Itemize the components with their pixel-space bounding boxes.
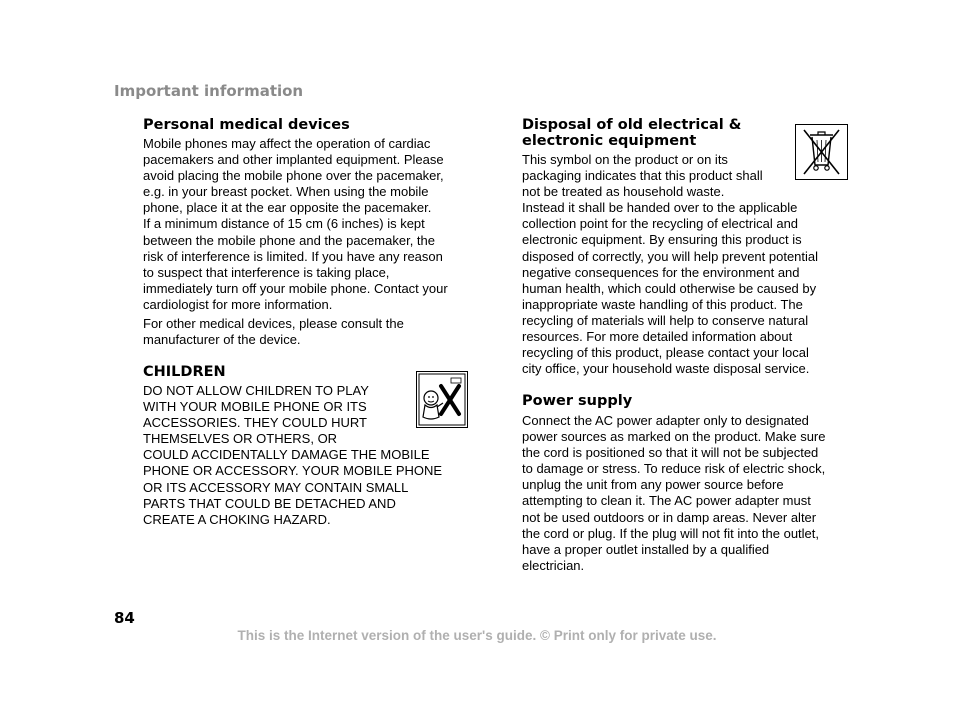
text-line: risk of interference is limited. If you have any reason: [143, 248, 443, 264]
text-line: collection point for the recycling of electrical and: [522, 216, 799, 232]
medical-devices-heading: Personal medical devices: [143, 117, 350, 133]
power-supply-paragraph: [522, 413, 825, 574]
text-line: pacemakers and other implanted equipment. Please: [143, 152, 444, 168]
text-line: have a proper outlet installed by a qualified: [522, 541, 770, 557]
text-line: to suspect that interference is taking place,: [143, 264, 390, 280]
text-line: WITH YOUR MOBILE PHONE OR ITS: [143, 399, 367, 415]
text-line: Connect the AC power adapter only to designated: [522, 413, 809, 428]
text-line: Mobile phones may affect the operation of cardiac: [143, 136, 431, 151]
text-line: recycling of materials will help to conserve natural: [522, 312, 809, 328]
disposal-heading: [522, 117, 741, 149]
power-supply-heading: Power supply: [522, 393, 633, 409]
heading-line: electronic equipment: [522, 133, 697, 149]
medical-devices-paragraph-2: [143, 316, 404, 348]
text-line: For other medical devices, please consult the: [143, 316, 404, 331]
crossed-out-bin-icon: [795, 124, 848, 180]
text-line: cardiologist for more information.: [143, 296, 333, 312]
text-line: manufacturer of the device.: [143, 332, 301, 348]
text-line: inappropriate waste handling of this product. The: [522, 296, 803, 312]
text-line: between the mobile phone and the pacemaker, the: [143, 232, 435, 248]
text-line: recycling of this product, please contact your local: [522, 345, 809, 361]
text-line: PHONE OR ACCESSORY. YOUR MOBILE PHONE: [143, 463, 443, 479]
section-header: Important information: [114, 82, 304, 100]
text-line: packaging indicates that this product shall: [522, 168, 763, 184]
text-line: disposed of correctly, you will help prevent potential: [522, 248, 819, 264]
text-line: Instead it shall be handed over to the applicable: [522, 200, 798, 216]
children-heading: CHILDREN: [143, 364, 226, 380]
text-line: electronic equipment. By ensuring this product is: [522, 232, 802, 248]
text-line: human health, which could otherwise be caused by: [522, 280, 817, 296]
medical-devices-paragraph: [143, 136, 448, 313]
heading-line: Disposal of old electrical &: [522, 117, 742, 133]
disposal-paragraph: [522, 152, 818, 377]
text-line: e.g. in your breast pocket. When using the mobile: [143, 184, 429, 200]
text-line: avoid placing the mobile phone over the pacemaker,: [143, 168, 444, 184]
text-line: COULD ACCIDENTALLY DAMAGE THE MOBILE: [143, 447, 430, 463]
text-line: city office, your household waste disposal service.: [522, 361, 810, 377]
text-line: negative consequences for the environment and: [522, 264, 800, 280]
text-line: If a minimum distance of 15 cm (6 inches) is kept: [143, 216, 425, 232]
text-line: attempting to clean it. The AC power adapter must: [522, 493, 811, 509]
footer-notice: This is the Internet version of the user's guide. © Print only for private use.: [237, 628, 717, 643]
text-line: THEMSELVES OR OTHERS, OR: [143, 431, 338, 447]
page-number: 84: [114, 609, 135, 627]
no-children-icon: [416, 371, 468, 428]
text-line: unplug the unit from any power source before: [522, 477, 784, 493]
text-line: electrician.: [522, 557, 585, 573]
text-line: the cord or plug. If the plug will not fit into the outlet,: [522, 525, 820, 541]
no-children-icon-graphic: [417, 372, 467, 427]
text-line: This symbol on the product or on its: [522, 152, 728, 167]
text-line: immediately turn off your mobile phone. Contact your: [143, 280, 448, 296]
text-line: the cord is positioned so that it will not be subjected: [522, 445, 819, 461]
text-line: not be treated as household waste.: [522, 184, 725, 200]
text-line: not be used outdoors or in damp areas. Never alter: [522, 509, 817, 525]
text-line: PARTS THAT COULD BE DETACHED AND: [143, 495, 396, 511]
text-line: CREATE A CHOKING HAZARD.: [143, 511, 331, 527]
text-line: OR ITS ACCESSORY MAY CONTAIN SMALL: [143, 479, 409, 495]
text-line: resources. For more detailed information about: [522, 329, 793, 345]
text-line: ACCESSORIES. THEY COULD HURT: [143, 415, 367, 431]
children-paragraph: [143, 383, 442, 528]
text-line: DO NOT ALLOW CHILDREN TO PLAY: [143, 383, 369, 398]
text-line: phone, place it at the ear opposite the pacemaker.: [143, 200, 432, 216]
text-line: to damage or stress. To reduce risk of electric shock,: [522, 461, 826, 477]
crossed-out-bin-icon-graphic: [796, 125, 847, 179]
text-line: power sources as marked on the product. Make sure: [522, 429, 826, 445]
